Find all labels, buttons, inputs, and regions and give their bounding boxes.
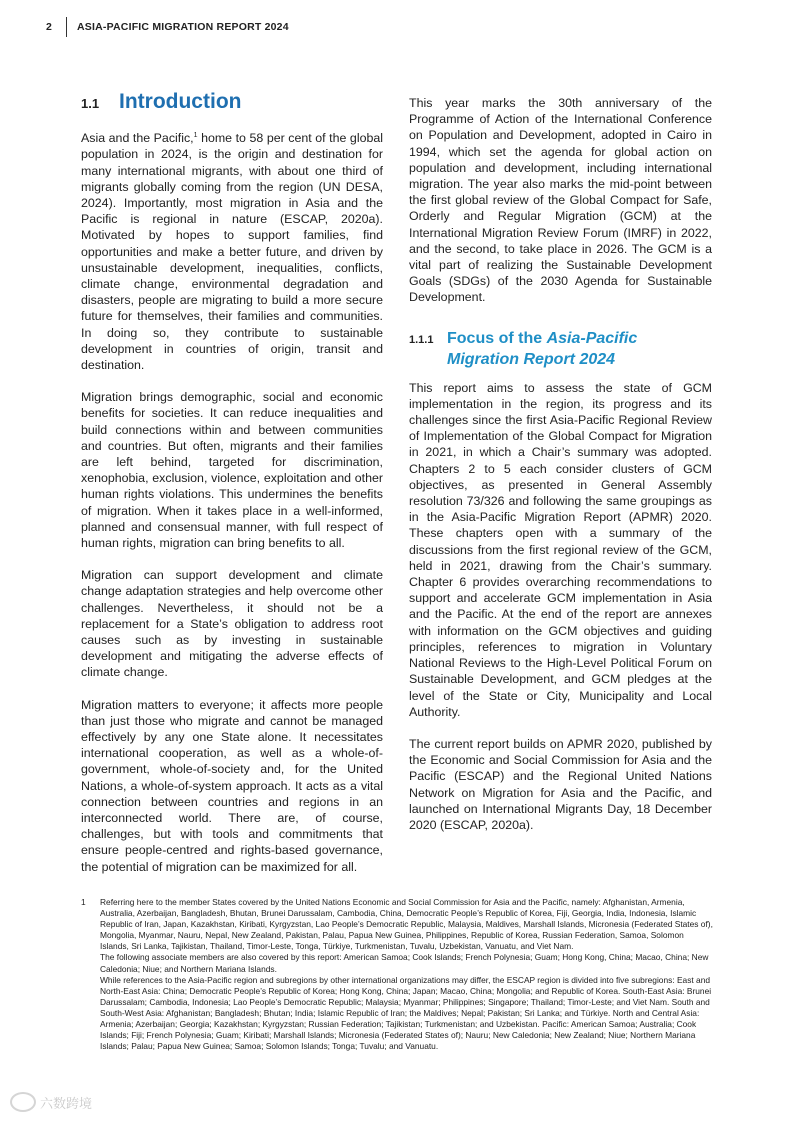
paragraph-text: home to 58 per cent of the global population in 2024, is the origin and destination for many international migrants, with about one third of migrants globally coming from the region (UN DESA, 2024). Importantly, most migration in Asia and the Pacific is regional in nature (ESCAP, 2020a). Motivated by hopes to support families, find opportunities and make a better future, and driven by unsustainable development, inequalities, conflicts, climate change, environmental degradation and disasters, people are migrating to build a more secure future for themselves, their families and communities. In doing so, they contribute to sustainable development in countries of origin, transit and destination. bbox=[81, 131, 383, 372]
header-divider bbox=[66, 17, 67, 37]
subsection-heading bbox=[409, 328, 712, 370]
watermark-text: 六数跨境 bbox=[40, 1095, 93, 1111]
section-heading bbox=[81, 90, 383, 114]
subsection-title-italic: Asia-Pacific Migration Report 2024 bbox=[447, 329, 638, 368]
subsection-number: 1.1.1 bbox=[409, 333, 434, 346]
paragraph: This report aims to assess the state of GCM implementation in the region, its progress and its challenges since the first Asia-Pacific Regional Review of Implementation of the Global Compact for Migration in 2021, in which a Chair’s summary was adopted. Chapters 2 to 5 each consider clusters of GCM objectives, as presented in General Assembly resolution 73/326 and following the same groupings as in the Asia-Pacific Migration Report (APMR) 2020. These chapters open with a summary of the discussions from the first regional review of the GCM, held in 2021, drawing from the Chair’s summary. Chapter 6 provides overarching recommendations to support and accelerate GCM implementation in Asia and the Pacific. At the end of the report are annexes with information on the GCM objectives and guiding principles, references to migration in Voluntary National Reviews to the High-Level Political Forum on Sustainable Development, and GCM pledges at the level of the State or City, Municipality and Local Authority. bbox=[409, 380, 712, 719]
left-column bbox=[81, 90, 383, 891]
page-number: 2 bbox=[46, 21, 52, 33]
footnote-line: While references to the Asia-Pacific region and subregions by other international organizations may differ, the ESCAP region is divided into five subregions: East and North-East Asia: China; Democratic People’s Republic of Korea; Hong Kong, China; Japan; Macao, China; Mongolia; and Republic of Korea. South-East Asia: Brunei Darussalam; Cambodia, Indonesia; Lao People’s Democratic Republic; Malaysia; Myanmar; Philippines; Singapore; Thailand; Timor-Leste; and Viet Nam. South and South-West Asia: Afghanistan; Bangladesh; Bhutan; India; Islamic Republic of Iran; the Maldives; Nepal; Pakistan; Sri Lanka; and Türkiye. North and Central Asia: Armenia; Azerbaijan; Georgia; Kazakhstan; Kyrgyzstan; Russian Federation; Tajikistan; Turkmenistan; and Uzbekistan. Pacific: American Samoa; Australia; Cook Islands; Fiji; French Polynesia; Guam; Kiribati; Marshall Islands; Micronesia (Federated States of); Nauru; New Caledonia; New Zealand; Niue; Northern Mariana Islands; Palau; Papua New Guinea; Samoa; Solomon Islands; Tonga; Tuvalu; and Vanuatu. bbox=[100, 974, 712, 1052]
paragraph: Migration can support development and climate change adaptation strategies and help overcome other challenges. Nevertheless, it should not be a replacement for a State’s obligation to address root causes such as by investing in sustainable development and mitigating the adverse effects of climate change. bbox=[81, 568, 383, 680]
paragraph: This year marks the 30th anniversary of the Programme of Action of the International Conference on Population and Development, adopted in Cairo in 1994, which set the agenda for global action on population and development, including international migration. The year also marks the mid-point between the first global review of the Global Compact for Safe, Orderly and Regular Migration (GCM) at the International Migration Review Forum (IMRF) in 2022, and the second, to take place in 2026. The GCM is a vital part of realizing the Sustainable Development Goals (SDGs) of the 2030 Agenda for Sustainable Development. bbox=[409, 96, 712, 305]
paragraph: Migration brings demographic, social and economic benefits for societies. It can reduce inequalities and build connections within and between communities and countries. But often, migrants and their families are left behind, targeted for discrimination, xenophobia, exclusion, violence, exploitation and other human rights violations. This undermines the benefits of migration. When it takes place in a well-informed, planned and consensual manner, with full respect of human rights, migration can bring benefits to all. bbox=[81, 390, 383, 550]
running-title: ASIA-PACIFIC MIGRATION REPORT 2024 bbox=[77, 21, 289, 33]
right-column bbox=[409, 95, 712, 849]
section-number: 1.1 bbox=[81, 96, 100, 111]
footnote-number: 1 bbox=[81, 897, 86, 907]
page-header bbox=[46, 16, 289, 38]
section-title: Introduction bbox=[119, 90, 242, 113]
watermark bbox=[10, 1092, 92, 1112]
paragraph bbox=[81, 128, 383, 373]
footnote-line: Referring here to the member States covered by the United Nations Economic and Social Commission for Asia and the Pacific, namely: Afghanistan, Armenia, Australia, Azerbaijan, Bangladesh, Bhutan, Brunei Darussalam, Cambodia, China, Democratic People’s Republic of Korea, Fiji, Georgia, India, Indonesia, Islamic Republic of Iran, Japan, Kazakhstan, Kiribati, Kyrgyzstan, Lao People’s Democratic Republic, Malaysia, Maldives, Marshall Islands, Micronesia (Federated States of), Mongolia, Myanmar, Nauru, Nepal, New Zealand, Pakistan, Palau, Papua New Guinea, Philippines, Republic of Korea, Russian Federation, Samoa, Solomon Islands, Sri Lanka, Tajikistan, Thailand, Timor-Leste, Tonga, Türkiye, Turkmenistan, Tuvalu, Uzbekistan, Vanuatu, and Viet Nam. bbox=[100, 897, 713, 952]
subsection-title bbox=[447, 328, 712, 370]
paragraph: Migration matters to everyone; it affects more people than just those who migrate and cannot be managed effectively by any one State alone. It necessitates international cooperation, as well as a whole-of-government, whole-of-society and, for the United Nations, a whole-of-system approach. It acts as a vital connection between countries and regions in an interconnected world. There are, of course, challenges, but with tools and commitments that ensure people-centred and rights-based governance, the potential of migration can be maximized for all. bbox=[81, 697, 383, 874]
paragraph-text: Asia and the Pacific, bbox=[81, 131, 194, 146]
watermark-logo-icon bbox=[10, 1092, 36, 1112]
footnote-ref[interactable]: 1 bbox=[193, 132, 198, 139]
footnote-line: The following associate members are also covered by this report: American Samoa; Cook Islands; French Polynesia; Guam; Hong Kong, China; Macao, China; New Caledonia; Niue; and Northern Mariana Islands. bbox=[100, 952, 709, 974]
paragraph: The current report builds on APMR 2020, published by the Economic and Social Commission for Asia and the Pacific (ESCAP) and the Regional United Nations Network on Migration for Asia and the Pacific, and launched on International Migrants Day, 18 December 2020 (ESCAP, 2020a). bbox=[409, 736, 712, 832]
footnote bbox=[81, 897, 713, 1052]
footnote-body bbox=[100, 897, 713, 1052]
subsection-title-plain: Focus of the bbox=[447, 329, 547, 347]
